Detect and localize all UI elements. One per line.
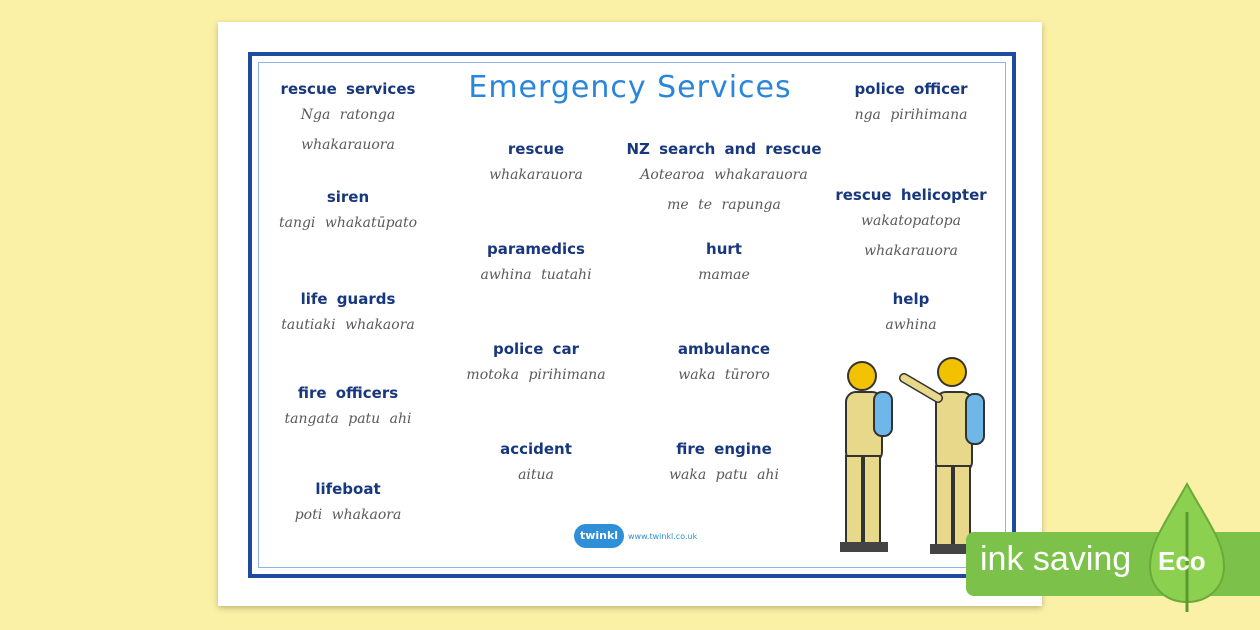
twinkl-url: www.twinkl.co.uk xyxy=(628,532,698,541)
english-word: fire officers xyxy=(297,384,399,402)
twinkl-logo: twinkl xyxy=(574,524,624,548)
word-entry xyxy=(268,288,428,340)
maori-word: Aotearoa whakarauora me te rapunga xyxy=(640,167,808,213)
maori-word: waka patu ahi xyxy=(669,467,779,483)
eco-badge-text: ink saving xyxy=(980,540,1132,578)
word-entry xyxy=(626,238,822,290)
maori-word: tautiaki whakaora xyxy=(281,317,415,333)
maori-word: nga pirihimana xyxy=(854,107,968,123)
maori-word: motoka pirihimana xyxy=(466,367,606,383)
maori-word: mamae xyxy=(698,267,750,283)
maori-word: poti whakaora xyxy=(294,507,402,523)
word-entry xyxy=(268,186,428,238)
word-entry xyxy=(626,438,822,490)
english-word: paramedics xyxy=(487,240,585,258)
word-entry xyxy=(268,478,428,530)
page-title: Emergency Services xyxy=(468,70,792,105)
maori-word: waka tūroro xyxy=(678,367,770,383)
english-word: fire engine xyxy=(676,440,772,458)
english-word: police officer xyxy=(854,80,968,98)
english-word: life guards xyxy=(300,290,396,308)
word-entry xyxy=(446,338,626,390)
firefighters-illustration xyxy=(820,352,1010,562)
english-word: accident xyxy=(500,440,572,458)
word-entry xyxy=(826,288,996,340)
word-entry xyxy=(626,338,822,390)
maori-word: aitua xyxy=(518,467,554,483)
word-entry xyxy=(446,238,626,290)
maori-word: wakatopatopa whakarauora xyxy=(861,213,961,259)
maori-word: Nga ratonga whakarauora xyxy=(300,107,396,153)
english-word: police car xyxy=(492,340,580,358)
maori-word: awhina xyxy=(885,317,937,333)
word-entry xyxy=(268,78,428,160)
word-entry xyxy=(446,138,626,190)
english-word: hurt xyxy=(706,240,742,258)
english-word: ambulance xyxy=(677,340,771,358)
english-word: siren xyxy=(326,188,370,206)
word-entry xyxy=(268,382,428,434)
english-word: lifeboat xyxy=(315,480,381,498)
english-word: rescue services xyxy=(280,80,416,98)
word-entry xyxy=(446,438,626,490)
english-word: NZ search and rescue xyxy=(626,140,822,158)
english-word: help xyxy=(892,290,930,308)
maori-word: tangi whakatūpato xyxy=(278,215,418,231)
english-word: rescue xyxy=(507,140,565,158)
maori-word: tangata patu ahi xyxy=(284,411,412,427)
maori-word: whakarauora xyxy=(489,167,583,183)
english-word: rescue helicopter xyxy=(835,186,987,204)
maori-word: awhina tuatahi xyxy=(480,267,592,283)
word-entry xyxy=(826,78,996,130)
eco-badge-label: Eco xyxy=(1158,546,1206,576)
word-entry xyxy=(826,184,996,266)
word-entry xyxy=(626,138,822,220)
